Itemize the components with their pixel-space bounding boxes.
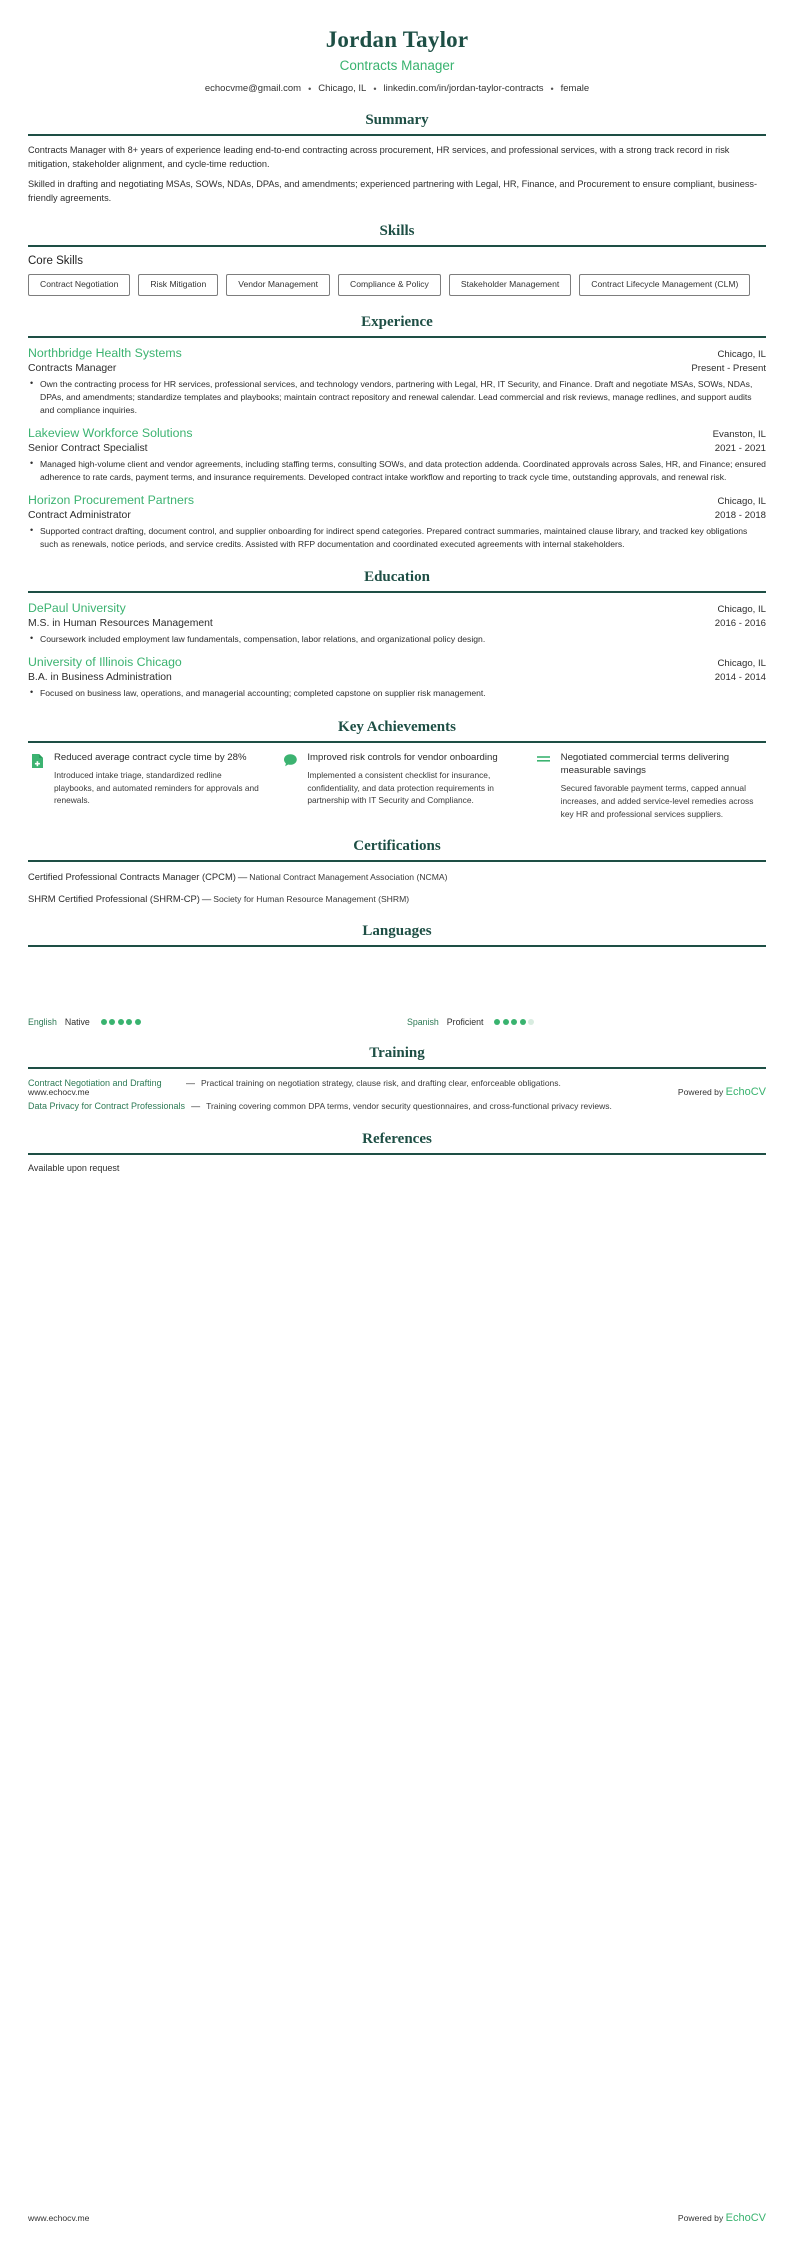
experience-dates: 2018 - 2018 [714, 510, 766, 522]
language-level-dots [494, 1019, 534, 1025]
section-title-experience: Experience [361, 313, 433, 330]
section-summary [28, 112, 766, 205]
training-name: Contract Negotiation and Drafting [28, 1078, 162, 1089]
contact-linkedin[interactable]: linkedin.com/in/jordan-taylor-contracts [383, 83, 544, 95]
achievement-title: Negotiated commercial terms delivering measurable savings [560, 751, 730, 776]
section-divider [28, 1153, 766, 1155]
bullet-item: • Own the contracting process for HR services, professional services, and technology vendors, partnering with Legal, HR, IT Security, and Finance. Draft and negotiate MSAs, SOWs, NDAs, DPAs, and amendments; standardize templates and playbooks; maintain contract repository and renewal calendar. Lead commercial and risk reviews, manage redlines, and support audits and compliance inquiries. [28, 378, 766, 417]
experience-entry [28, 493, 766, 551]
section-key-achievements [28, 719, 766, 821]
education-bullets [28, 687, 766, 700]
section-title-languages: Languages [362, 923, 432, 940]
level-dot-empty [528, 1019, 534, 1025]
separator-dot: • [308, 83, 312, 94]
section-training [28, 1045, 766, 1112]
achievement-card [281, 751, 512, 821]
experience-org: Northbridge Health Systems [28, 345, 182, 360]
page-footer-bottom [28, 2212, 766, 2224]
equals-icon [535, 751, 553, 765]
section-title-education: Education [364, 569, 430, 586]
experience-bullets [28, 525, 766, 551]
section-experience [28, 314, 766, 552]
level-dot [109, 1019, 115, 1025]
experience-location: Chicago, IL [717, 496, 766, 508]
section-title-certifications: Certifications [353, 838, 441, 855]
section-divider [28, 245, 766, 247]
experience-entry [28, 426, 766, 484]
footer-brand: EchoCV [725, 2212, 766, 2224]
language-level: Proficient [446, 1017, 484, 1028]
certification-issuer: National Contract Management Association (NCMA) [249, 872, 448, 883]
section-divider [28, 591, 766, 593]
certification-name: SHRM Certified Professional (SHRM-CP) [28, 893, 200, 905]
section-divider [28, 134, 766, 136]
section-references [28, 1131, 766, 1173]
experience-role: Senior Contract Specialist [28, 442, 148, 454]
contact-list [28, 83, 766, 94]
footer-site[interactable]: www.echocv.me [28, 1087, 90, 1097]
experience-role: Contract Administrator [28, 510, 131, 522]
summary-paragraph: Contracts Manager with 8+ years of experience leading end-to-end contracting across procurement, HR services, and professional services, with a strong track record in risk mitigation, stakeholder alignment, and cycle-time reduction. [28, 145, 730, 169]
bullet-item: • Supported contract drafting, document control, and supplier onboarding for indirect spend categories. Prepared contract summaries, maintained clause library, and tracked key obligations such as renewals, notice periods, and service credits. Assisted with RFP documentation and coordinated executed agreements with internal stakeholders. [28, 525, 766, 551]
education-school: DePaul University [28, 601, 126, 616]
footer-brand: EchoCV [725, 1086, 766, 1098]
certification-dash: — [237, 871, 248, 883]
section-divider [28, 1067, 766, 1069]
skill-chip: Risk Mitigation [138, 274, 218, 295]
bullet-item: • Managed high-volume client and vendor agreements, including staffing terms, consulting SOWs, and data protection addenda. Coordinated approvals across Sales, HR, and Finance; ensured adherence to rate cards, payment terms, and insurance requirements. Developed contract intake workflow and reporting to track cycle time, outstanding approvals, and renewal risk. [28, 458, 766, 484]
education-entry [28, 655, 766, 700]
level-dot [135, 1019, 141, 1025]
bullet-item: • Focused on business law, operations, and managerial accounting; completed capstone on supplier risk management. [28, 687, 766, 700]
section-divider [28, 741, 766, 743]
language-grid [28, 1017, 766, 1027]
level-dot [520, 1019, 526, 1025]
skills-category-label: Core Skills [28, 255, 83, 268]
education-degree: M.S. in Human Resources Management [28, 618, 213, 630]
section-divider [28, 860, 766, 862]
level-dot [494, 1019, 500, 1025]
education-dates: 2016 - 2016 [714, 618, 766, 630]
experience-bullets [28, 458, 766, 484]
experience-bullets [28, 378, 766, 417]
skills-chip-list [28, 274, 766, 295]
section-title-skills: Skills [379, 223, 415, 240]
bullet-item: • Coursework included employment law fundamentals, compensation, labor relations, and organizational policy design. [28, 633, 766, 646]
speech-bubble-icon [281, 751, 299, 768]
education-location: Chicago, IL [717, 604, 766, 616]
language-level-dots [101, 1019, 141, 1025]
skill-chip: Contract Negotiation [28, 274, 130, 295]
achievement-title: Improved risk controls for vendor onboarding [307, 751, 498, 763]
level-dot [511, 1019, 517, 1025]
training-dash: — [186, 1078, 195, 1089]
separator-dot: • [373, 83, 377, 94]
language-item [28, 1017, 387, 1027]
language-level: Native [64, 1017, 90, 1028]
education-school: University of Illinois Chicago [28, 655, 182, 670]
contact-email[interactable]: echocvme@gmail.com [204, 83, 302, 95]
header-role: Contracts Manager [339, 57, 455, 73]
training-name: Data Privacy for Contract Professionals [28, 1100, 186, 1111]
education-bullets [28, 633, 766, 646]
achievement-title: Reduced average contract cycle time by 28% [54, 751, 247, 763]
certification-item [28, 870, 766, 883]
language-name: Spanish [407, 1017, 439, 1028]
level-dot [126, 1019, 132, 1025]
education-entry [28, 601, 766, 646]
page-title: Jordan Taylor [325, 27, 469, 52]
section-skills [28, 223, 766, 295]
section-languages [28, 923, 766, 1027]
section-divider [28, 945, 766, 947]
achievement-description: Introduced intake triage, standardized redline playbooks, and automated reminders for approvals and renewals. [54, 769, 259, 806]
certification-name: Certified Professional Contracts Manager (CPCM) [28, 871, 236, 883]
level-dot [118, 1019, 124, 1025]
skill-chip: Vendor Management [226, 274, 330, 295]
training-description: Practical training on negotiation strategy, clause risk, and drafting clear, enforceable obligations. [201, 1078, 561, 1089]
skill-chip: Contract Lifecycle Management (CLM) [579, 274, 750, 295]
summary-paragraph: Skilled in drafting and negotiating MSAs, SOWs, NDAs, DPAs, and amendments; experienced partnering with Legal, HR, Finance, and Procurement to ensure compliant, business-friendly agreements. [28, 178, 758, 203]
skill-chip: Stakeholder Management [449, 274, 571, 295]
level-dot [503, 1019, 509, 1025]
section-title-training: Training [369, 1045, 425, 1062]
contact-gender: female [560, 83, 590, 95]
experience-org: Horizon Procurement Partners [28, 493, 195, 508]
resume-header [28, 0, 766, 94]
footer-powered [678, 1086, 766, 1098]
language-item [407, 1017, 766, 1027]
achievement-description: Secured favorable payment terms, capped annual increases, and added service-level remedies across key HR and professional services suppliers. [560, 783, 754, 819]
section-title-references: References [362, 1130, 432, 1147]
training-item [28, 1100, 766, 1113]
training-description: Training covering common DPA terms, vendor security questionnaires, and cross-functional privacy reviews. [206, 1100, 612, 1111]
level-dot [101, 1019, 107, 1025]
experience-location: Chicago, IL [717, 348, 766, 360]
training-dash: — [191, 1100, 201, 1111]
certification-item [28, 892, 766, 905]
language-name: English [28, 1017, 57, 1028]
section-education [28, 569, 766, 700]
achievement-card [28, 751, 259, 821]
section-title-summary: Summary [365, 112, 429, 129]
references-text: Available upon request [28, 1162, 120, 1173]
experience-org: Lakeview Workforce Solutions [28, 426, 193, 440]
education-dates: 2014 - 2014 [714, 672, 766, 684]
certification-issuer: Society for Human Resource Management (SHRM) [213, 894, 410, 905]
experience-role: Contracts Manager [28, 362, 117, 374]
skill-chip: Compliance & Policy [338, 274, 441, 295]
footer-powered-label: Powered by [677, 1087, 724, 1097]
achievement-card [535, 751, 766, 821]
footer-site[interactable]: www.echocv.me [28, 2213, 90, 2223]
section-divider [28, 336, 766, 338]
section-title-key-achievements: Key Achievements [338, 718, 456, 735]
achievement-grid [28, 751, 766, 821]
contact-location: Chicago, IL [318, 83, 367, 95]
education-degree: B.A. in Business Administration [28, 672, 172, 684]
experience-entry [28, 346, 766, 417]
section-certifications [28, 838, 766, 905]
separator-dot: • [550, 83, 554, 94]
file-plus-icon [28, 751, 46, 769]
education-location: Chicago, IL [717, 658, 766, 670]
experience-location: Evanston, IL [712, 429, 766, 440]
footer-powered-label: Powered by [677, 2213, 724, 2223]
achievement-description: Implemented a consistent checklist for insurance, confidentiality, and data protection requirements in partnership with IT Security and Compliance. [307, 769, 494, 806]
experience-dates: Present - Present [691, 362, 766, 374]
page-footer [28, 1086, 766, 1098]
footer-powered [678, 2212, 766, 2224]
experience-dates: 2021 - 2021 [714, 442, 766, 454]
certification-dash: — [201, 893, 212, 905]
